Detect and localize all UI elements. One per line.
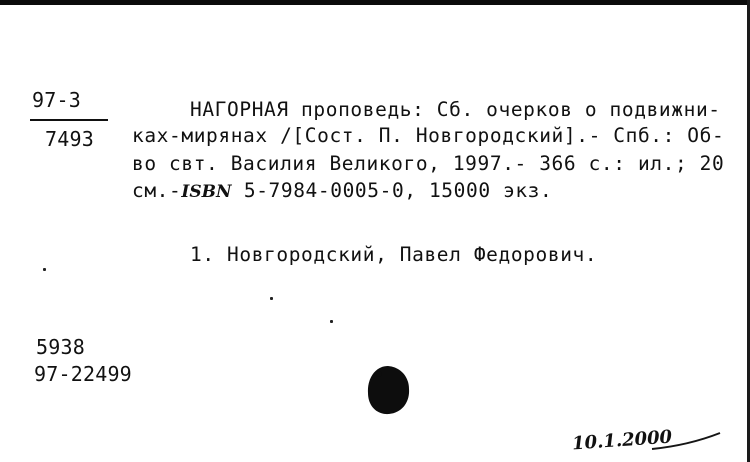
description-line-3: во свт. Василия Великого, 1997.- 366 с.: ил.; 20	[132, 152, 725, 175]
description-line-1: НАГОРНАЯ проповедь: Сб. очерков о подвижни-	[190, 98, 721, 121]
description-line-2: ках-мирянах /[Сост. П. Новгородский].- Спб.: Об-	[132, 124, 725, 147]
speck	[270, 297, 273, 300]
speck	[43, 268, 46, 271]
subject-entry: 1. Новгородский, Павел Федорович.	[190, 243, 598, 266]
ink-blot	[365, 364, 411, 416]
call-number-top: 97-3	[32, 88, 81, 112]
size-prefix: см.-	[132, 179, 182, 202]
handwritten-date	[572, 427, 722, 461]
call-number-divider	[30, 119, 108, 121]
isbn-and-print-run: 5-7984-0005-0, 15000 экз.	[243, 179, 553, 202]
speck	[330, 320, 333, 323]
description-line-4	[132, 179, 552, 204]
call-number-bottom: 7493	[45, 127, 94, 151]
record-number: 97-22499	[34, 362, 132, 386]
handwritten-date-text: 10.1.2000	[571, 426, 673, 455]
accession-number: 5938	[36, 335, 85, 359]
isbn-handwritten: ISBN	[181, 182, 232, 202]
card-top-edge	[0, 0, 750, 5]
